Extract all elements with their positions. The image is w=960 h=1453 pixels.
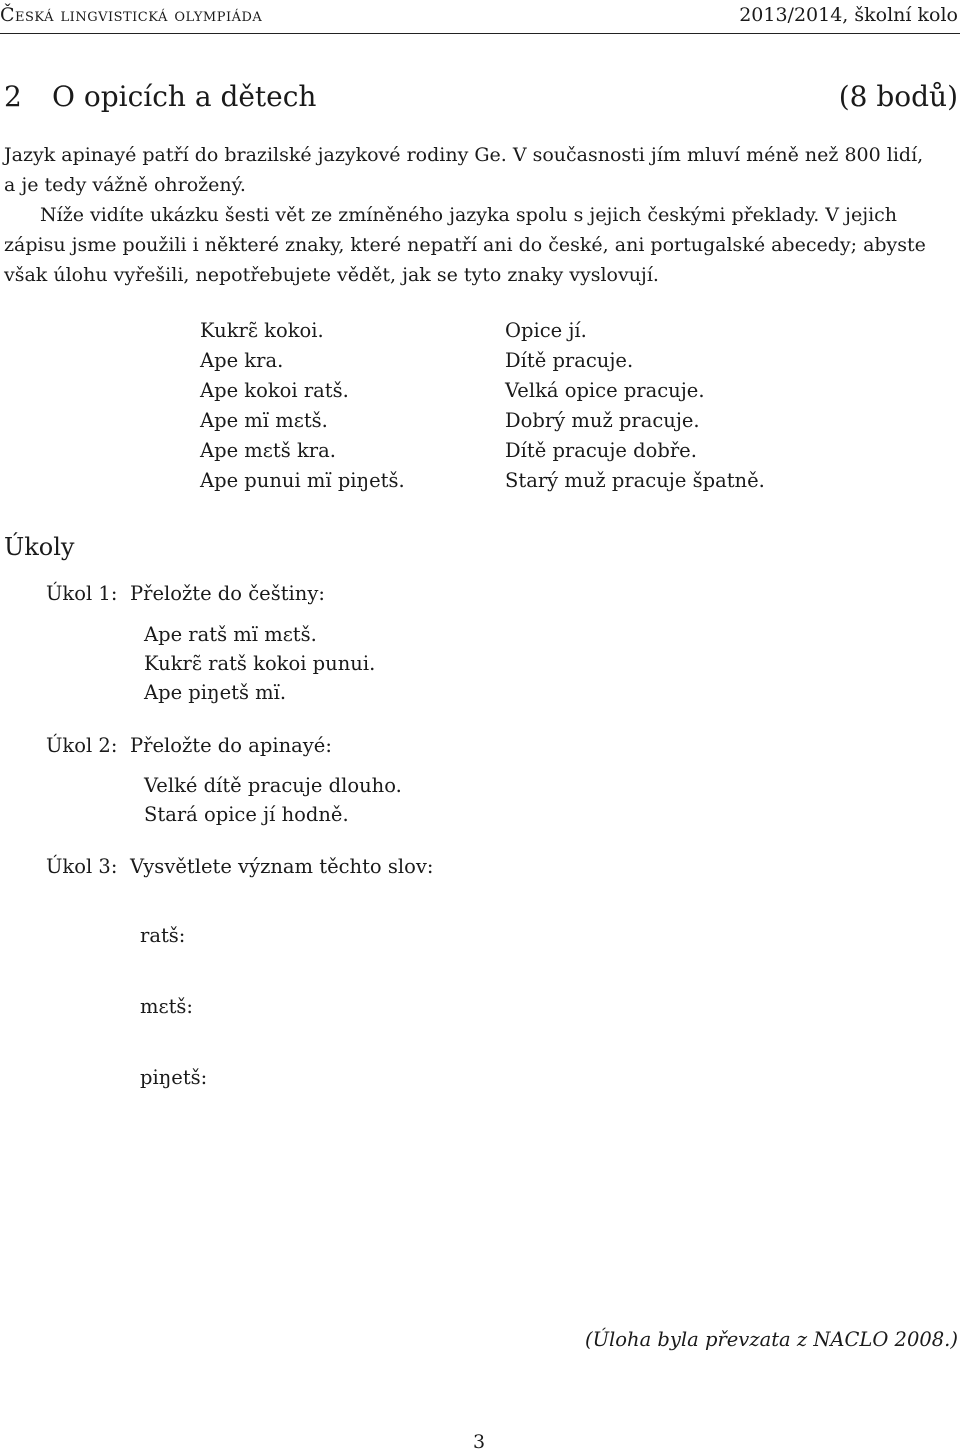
intro-line-3: Níže vidíte ukázku šesti vět ze zmíněného jazyka spolu s jejich českými překlady. V jejich <box>40 204 898 226</box>
example-czech: Opice jí. <box>505 319 587 342</box>
example-apinaye: Ape punui mï piŋetš. <box>200 469 405 492</box>
task-3-word-ratsh: ratš: <box>140 924 186 947</box>
intro-line-5: však úlohu vyřešili, nepotřebujete vědět, jak se tyto znaky vyslovují. <box>4 264 659 286</box>
task-item: Velké dítě pracuje dlouho. <box>144 774 402 797</box>
example-apinaye: Ape mɛtš kra. <box>200 439 336 462</box>
task-item: Kukrɛ̃ ratš kokoi punui. <box>144 652 376 675</box>
task-3-label: Úkol 3: <box>46 855 118 878</box>
example-apinaye: Kukrɛ̃ kokoi. <box>200 319 324 342</box>
problem-number: 2 <box>4 80 22 113</box>
task-3-word-pingetsh: piŋetš: <box>140 1066 208 1089</box>
task-3-word-metsh: mɛtš: <box>140 995 194 1018</box>
task-3-instruction: Vysvětlete význam těchto slov: <box>130 855 434 878</box>
tasks-heading: Úkoly <box>4 533 75 561</box>
example-czech: Starý muž pracuje špatně. <box>505 469 765 492</box>
example-czech: Dítě pracuje. <box>505 349 634 372</box>
intro-line-4: zápisu jsme použili i některé znaky, které nepatří ani do české, ani portugalské abecedy; abyste <box>4 234 926 256</box>
example-apinaye: Ape mï mɛtš. <box>200 409 328 432</box>
task-2-label: Úkol 2: <box>46 734 118 757</box>
task-1-items <box>144 620 375 707</box>
examples-apinaye-column <box>200 316 405 496</box>
running-header-title: Česká lingvistická olympiáda <box>0 4 263 26</box>
example-apinaye: Ape kokoi ratš. <box>200 379 349 402</box>
task-item: Ape ratš mï mɛtš. <box>144 623 317 646</box>
task-item: Stará opice jí hodně. <box>144 803 349 826</box>
intro-line-2: a je tedy vážně ohrožený. <box>4 174 246 196</box>
task-2-items <box>144 771 402 829</box>
example-czech: Velká opice pracuje. <box>505 379 705 402</box>
source-note: (Úloha byla převzata z NACLO 2008.) <box>585 1328 958 1351</box>
page-number: 3 <box>473 1431 486 1453</box>
intro-line-1: Jazyk apinayé patří do brazilské jazykové rodiny Ge. V současnosti jím mluví méně než 800 lidí, <box>4 144 924 166</box>
example-czech: Dobrý muž pracuje. <box>505 409 700 432</box>
task-2-instruction: Přeložte do apinayé: <box>130 734 332 757</box>
example-czech: Dítě pracuje dobře. <box>505 439 697 462</box>
problem-title: O opicích a dětech <box>52 80 317 113</box>
problem-points: (8 bodů) <box>838 80 958 113</box>
task-1-label: Úkol 1: <box>46 582 118 605</box>
task-item: Ape piŋetš mï. <box>144 681 287 704</box>
example-apinaye: Ape kra. <box>200 349 284 372</box>
running-header-year: 2013/2014, školní kolo <box>739 4 958 26</box>
examples-czech-column <box>505 316 765 496</box>
task-1-instruction: Přeložte do češtiny: <box>130 582 325 605</box>
header-rule <box>0 33 960 34</box>
